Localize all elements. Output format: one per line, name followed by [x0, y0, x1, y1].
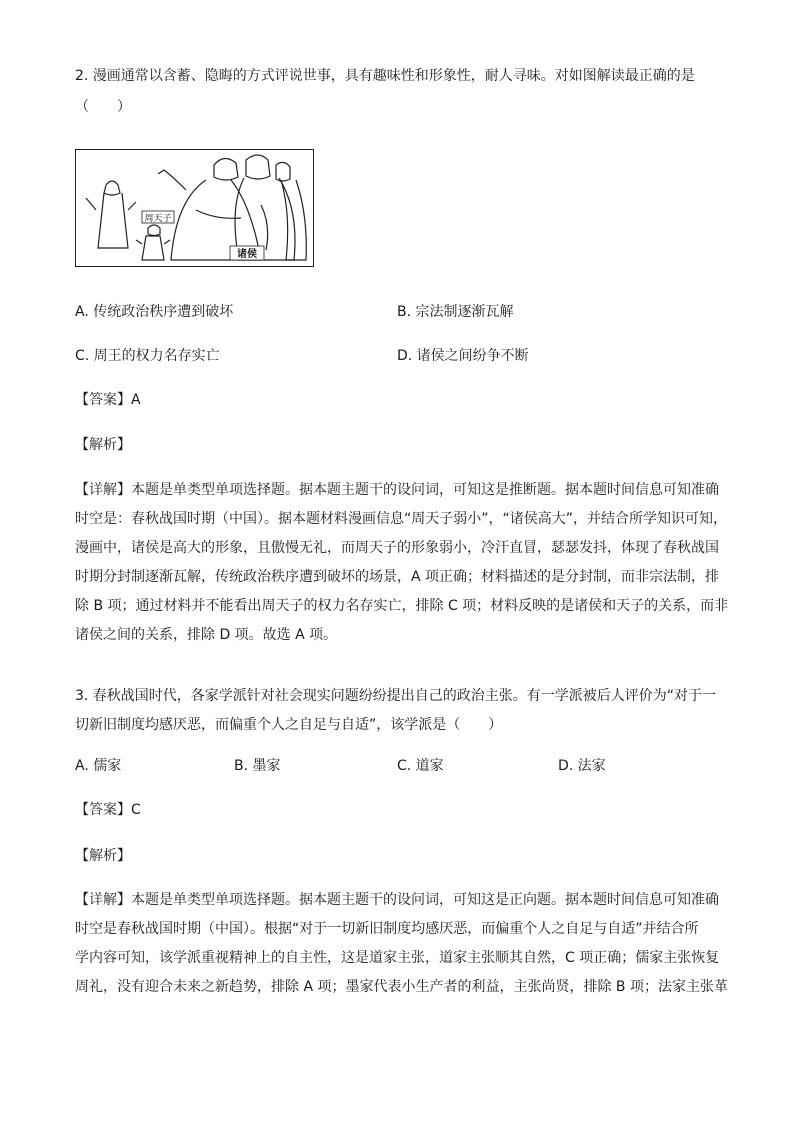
q2-option-d: D. 诸侯之间纷争不断 [397, 348, 529, 364]
q2-detail [75, 476, 729, 650]
q2-stem-line2: （ ） [75, 99, 131, 115]
q3-detail-line: 【详解】本题是单类型单项选择题。据本题主题干的设问词，可知这是正向题。据本题时间信息可知准确 [75, 892, 719, 908]
q3-option-c: C. 道家 [397, 758, 444, 774]
cartoon-label-king: 周天子 [144, 214, 172, 224]
q3-option-d: D. 法家 [558, 758, 606, 774]
q3-option-b: B. 墨家 [234, 758, 281, 774]
q2-analysis-tag: 【解析】 [75, 437, 131, 453]
q2-option-a: A. 传统政治秩序遭到破坏 [75, 304, 234, 320]
q2-detail-line: 时期分封制逐渐瓦解，传统政治秩序遭到破坏的场景，A 项正确；材料描述的是分封制，而非宗法制，排 [75, 569, 720, 585]
q2-answer: 【答案】A [75, 392, 141, 408]
q3-detail [75, 886, 728, 1002]
q2-cartoon [75, 149, 314, 267]
q2-stem-line1: 2. 漫画通常以含蓄、隐晦的方式评说世事，具有趣味性和形象性，耐人寻味。对如图解读最正确的是 [75, 68, 695, 84]
q2-detail-line: 诸侯之间的关系，排除 D 项。故选 A 项。 [75, 627, 338, 643]
q3-detail-line: 周礼，没有迎合未来之新趋势，排除 A 项；墨家代表小生产者的利益，主张尚贤，排除 B 项；法家主张革 [75, 979, 728, 995]
q3-stem-line: 3. 春秋战国时代，各家学派针对社会现实问题纷纷提出自己的政治主张。有一学派被后人评价为“对于一 [75, 688, 717, 704]
q3-answer: 【答案】C [75, 802, 141, 818]
q2-detail-line: 【详解】本题是单类型单项选择题。据本题主题干的设问词，可知这是推断题。据本题时间信息可知准确 [75, 482, 719, 498]
q2-option-c: C. 周王的权力名存实亡 [75, 348, 220, 364]
q2-detail-line: 时空是：春秋战国时期（中国）。据本题材料漫画信息“周天子弱小”，“诸侯高大”，并结合所学知识可知， [75, 511, 728, 527]
q3-detail-line: 时空是春秋战国时期（中国）。根据“对于一切新旧制度均感厌恶，而偏重个人之自足与自适”并结合所 [75, 921, 699, 937]
cartoon-label-lords: 诸侯 [237, 249, 257, 260]
q2-detail-line: 漫画中，诸侯是高大的形象，且傲慢无礼，而周天子的形象弱小，冷汗直冒，瑟瑟发抖，体现了春秋战国 [75, 540, 719, 556]
q3-detail-line: 学内容可知，该学派重视精神上的自主性，这是道家主张，道家主张顺其自然，C 项正确；儒家主张恢复 [75, 950, 720, 966]
cartoon-illustration [76, 150, 312, 265]
q3-stem-line: 切新旧制度均感厌恶，而偏重个人之自足与自适”，该学派是（ ） [75, 717, 503, 733]
q2-detail-line: 除 B 项；通过材料并不能看出周天子的权力名存实亡，排除 C 项；材料反映的是诸侯和天子的关系，而非 [75, 598, 729, 614]
q3-option-a: A. 儒家 [75, 758, 122, 774]
q3-stem [75, 682, 725, 740]
q3-analysis-tag: 【解析】 [75, 848, 131, 864]
q2-option-b: B. 宗法制逐渐瓦解 [397, 304, 514, 320]
